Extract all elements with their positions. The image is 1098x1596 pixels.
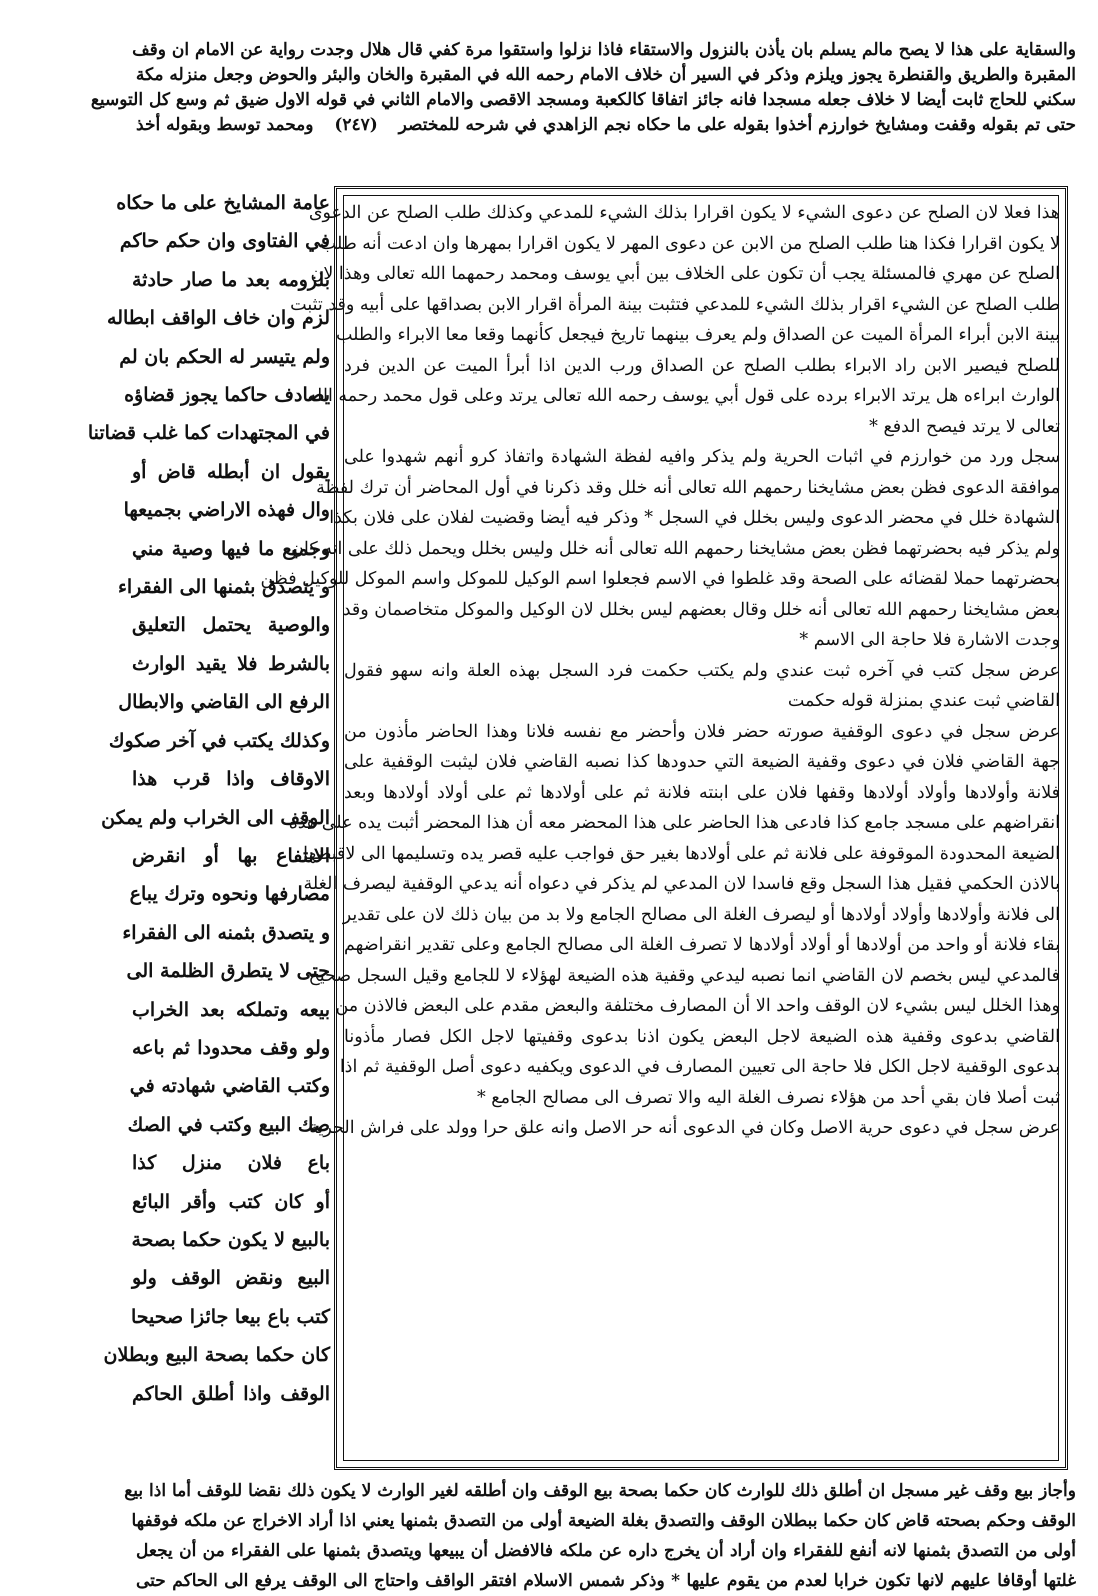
main-text-line: موافقة الدعوى فظن بعض مشايخنا رحمهم الله تعالى أنه خلل وقد ذكرنا في أول المحاضر أن ترك لفظة [316,477,1060,498]
margin-line: في المجتهدات كما غلب قضاتنا [87,422,330,445]
margin-line: الوقف الى الخراب ولم يمكن [101,806,330,829]
margin-line: ولو وقف محدودا ثم باعه [132,1036,330,1059]
margin-line: يصادف حاكما يجوز قضاؤه [124,384,330,407]
main-text-line: تعالى لا يرتد فيصح الدفع * [869,416,1060,437]
main-text-line: الى فلانة وأولادها وأولاد أولادها أو ليصرف الغلة الى مصالح الجامع ولا بد من بيان ذلك لان على تقدير [342,904,1060,925]
margin-line: البيع ونقض الوقف ولو [132,1267,330,1290]
main-text-line: فالمدعي ليس بخصم لان القاضي انما نصبه ليدعي وقفية هذه الضيعة لهؤلاء لا للجامع وقيل السجل صحيح [308,965,1060,986]
main-text-line: للصلح فيصير الابن راد الابراء بطلب الصلح عن الصداق ورب الدين اذا أبرأ الميت عن الدين فرد [344,355,1060,376]
main-text-line: الضيعة المحدودة الموقوفة على فلانة ثم على أولادها بغير حق فواجب عليه قصر يده وتسليمها الى لاقبضها [303,843,1060,864]
margin-line: الانتفاع بها أو انقرض [132,844,330,867]
margin-line: مصارفها ونحوه وترك يباع [129,883,330,906]
main-text-line: عرض سجل في دعوى حرية الاصل وكان في الدعوى أنه حر الاصل وانه علق حرا وولد على فراش الحرية [309,1118,1060,1138]
main-text-line: هذا فعلا لان الصلح عن دعوى الشيء لا يكون اقرارا بذلك الشيء للمدعي وكذلك طلب الصلح عن الدعوى [308,203,1060,223]
margin-line: وكذلك يكتب في آخر صكوك [108,729,330,752]
page-header [90,38,1076,138]
main-text-line: ثبت أصلا فان بقي أحد من هؤلاء نصرف الغلة اليه والا تصرف الى مصالح الجامع * [476,1087,1060,1108]
main-text-line: بحضرتهما حملا لقضائه على الصحة وقد غلطوا في الاسم فجعلوا اسم الوكيل للموكل واسم الموكل للوكيل فظن [260,569,1060,589]
main-text-line: وهذا الخلل ليس بشيء لان الوقف واحد الا أن المصارف مختلفة والبعض مقدم على البعض فالاذن من [335,996,1060,1016]
main-text-line: فلانة وأولادها وأولاد أولادها وقفها فلان على ابنته فلانة ثم على أولادها ثم على أولاد أولادها وبعد [344,782,1060,803]
header-title-row [136,113,1076,138]
main-text-line: سجل ورد من خوارزم في اثبات الحرية ولم يذكر وافيه لفظة الشهادة واتفاذ كرو أنهم شهدوا على [344,447,1060,467]
page-footer-text [124,1476,1076,1596]
margin-line: ولم يتيسر له الحكم بان لم [119,345,330,368]
margin-line: بلزومه بعد ما صار حادثة [132,268,330,291]
margin-line: وجميع ما فيها وصية مني [132,537,330,560]
margin-line: يقول ان أبطله قاض أو [132,460,330,483]
margin-line: عامة المشايخ على ما حكاه [116,192,330,214]
main-text-line: بالاذن الحكمي فقيل هذا السجل وقع فاسدا لان المدعي لم يذكر في دعواه أنه يدعي الوقفية ليصرف الغلة [303,874,1060,894]
main-text-line: وجدت الاشارة فلا حاجة الى الاسم * [799,630,1060,650]
header-title-left: ومحمد توسط وبقوله أخذ [136,115,314,135]
page-number: (٢٤٧) [334,115,378,135]
margin-line: بالشرط فلا يقيد الوارث [132,652,330,675]
main-text-line: لا يكون اقرارا فكذا هنا طلب الصلح من الابن عن دعوى المهر لا يكون اقرارا بمهرها وان ادعت أنه طلب [319,233,1060,254]
main-text-line: انقراضهم على مسجد جامع كذا فادعى هذا الحاضر على هذا المحضر معه أن هذا المحضر أثبت يده على هذه [288,813,1060,833]
margin-line: كان حكما بصحة البيع وبطلان [103,1344,330,1367]
main-text-line: جهة القاضي فلان في دعوى وقفية الضيعة التي حدودها كذا نصبه القاضي فلان ليثبت الوقفية على [344,752,1060,772]
margin-line: و يتصدق بثمنه الى الفقراء [122,921,330,944]
header-line: سكني للحاج ثابت أيضا لا خلاف جعله مسجدا فانه جائز اتفاقا كالكعبة ومسجد الاقصى والامام الثاني في قوله الاول ضيق ثم وسع كل التوسيع [90,90,1076,110]
margin-line: وال فهذه الاراضي بجميعها [123,499,330,522]
footer-line: أولى من التصدق بثمنها لانه أنفع للفقراء وان أراد أن يخرج داره عن ملكه فالافضل أن يبيعها ويتصدق بثمنها على الفقراء من أن يجعل [136,1541,1076,1561]
margin-line: الاوقاف واذا قرب هذا [132,768,330,791]
main-text-line: بينة الابن أبراء المرأة الميت عن الصداق ولم يعرف بينهما تاريخ فيجعل كأنهما وقعا معا الابراء والطلب [335,325,1060,345]
margin-line: بيعه وتملكه بعد الخراب [132,998,330,1021]
margin-line: صك البيع وكتب في الصك [127,1113,330,1136]
header-line: المقبرة والطريق والقنطرة يجوز ويلزم وذكر في السير أن خلاف الامام رحمه الله في المقبرة والخان والبئر والحوض وجعل منزله مكة [135,65,1076,85]
main-text-line: الشهادة خلل في محضر الدعوى وليس بخلل في السجل * وذكر فيه أيضا وقضيت لفلان على فلان بكذا [329,508,1060,528]
main-text-line: عرض سجل في دعوى الوقفية صورته حضر فلان وأحضر مع نفسه فلانا وهذا الحاضر مأذون من [344,721,1060,742]
margin-line: لزم وان خاف الواقف ابطاله [107,307,330,330]
main-text-line: الصلح عن مهري فالمسئلة يجب أن تكون على الخلاف بين أبي يوسف ومحمد رحمهما الله تعالى وهذا لان [310,264,1060,284]
margin-line: كتب باع بيعا جائزا صحيحا [130,1305,330,1328]
main-text-line: عرض سجل كتب في آخره ثبت عندي ولم يكتب حكمت فرد السجل بهذه العلة وانه سهو فقول [344,660,1060,681]
header-line: والسقاية على هذا لا يصح مالم يسلم بان يأذن بالنزول والاستقاء فاذا نزلوا واستقوا مرة كفي قال هلال وجدت رواية عن الامام ان وقف [132,40,1076,60]
margin-line: حتى لا يتطرق الظلمة الى [126,960,330,983]
margin-line: أو كان كتب وأقر البائع [132,1190,330,1213]
margin-line: الرفع الى القاضي والابطال [118,691,330,714]
footer-line: الوقف وحكم بصحته قاض كان حكما ببطلان الوقف والتصدق بغلة الضيعة أولى من التصدق بثمنها يعني اذا أراد الاخراج عن ملكه فوقفها [131,1511,1076,1531]
main-text-line: القاضي بدعوى وقفية هذه الضيعة لاجل البعض يكون اذنا بدعوى وقفيتها لاجل الكل فصار مأذونا [344,1026,1060,1047]
margin-line: بالبيع لا يكون حكما بصحة [131,1228,330,1251]
main-text-column [260,198,1060,1460]
margin-line: في الفتاوى وان حكم حاكم [119,230,330,253]
main-text-line: بقاء فلانة أو واحد من أولادها أو أولاد أولادها لا تصرف الغلة الى مصالح الجامع وعلى تقدير انقراضهم [344,935,1060,955]
footer-line: غلتها أوقافا عليهم لانها تكون خرابا لعدم من يقوم عليها * وذكر شمس الاسلام افتقر الواقف واحتاج الى الوقف يرفع الى الحاكم حتى [136,1571,1076,1591]
main-text-line: ولم يذكر فيه بحضرتهما فظن بعض مشايخنا رحمهم الله تعالى أنه خلل وليس بخلل ويحمل ذلك على انه كان [291,538,1060,559]
margin-line: الوقف واذا أطلق الحاكم [132,1382,330,1405]
main-text-line: بعض مشايخنا رحمهم الله تعالى أنه خلل وقال بعضهم ليس بخلل لان الوكيل والموكل متخاصمان وقد [342,599,1060,620]
margin-line: وكتب القاضي شهادته في [129,1075,330,1098]
footer-line: وأجاز بيع وقف غير مسجل ان أطلق ذلك للوارث كان حكما بصحة بيع الوقف وان أطلقه لغير الوارث لا يكون ذلك نقضا للوقف أما اذا بيع [124,1481,1076,1501]
main-text-line: طلب الصلح عن الشيء اقرار بذلك الشيء للمدعي فتثبت بينة المرأة اقرار الابن بصداقها على أبيه وقد تثبت [290,294,1060,315]
main-text-line: الوارث ابراءه هل يرتد الابراء برده على قول أبي يوسف رحمه الله تعالى يرتد وعلى قول محمد رحمه الله [307,386,1060,406]
margin-line: و يتصدق بثمنها الى الفقراء [117,576,330,599]
main-text-line: القاضي ثبت عندي بمنزلة قوله حكمت [787,691,1060,711]
main-text-line: بدعوى الوقفية لاجل الكل فلا حاجة الى تعيين المصارف في الدعوى ويكفيه دعوى أصل الوقفية ثم اذا [339,1057,1060,1077]
margin-line: والوصية يحتمل التعليق [132,614,330,637]
margin-line: باع فلان منزل كذا [132,1152,330,1175]
header-title-right: حتى تم بقوله وقفت ومشايخ خوارزم أخذوا بقوله على ما حكاه نجم الزاهدي في شرحه للمختصر [398,115,1076,135]
